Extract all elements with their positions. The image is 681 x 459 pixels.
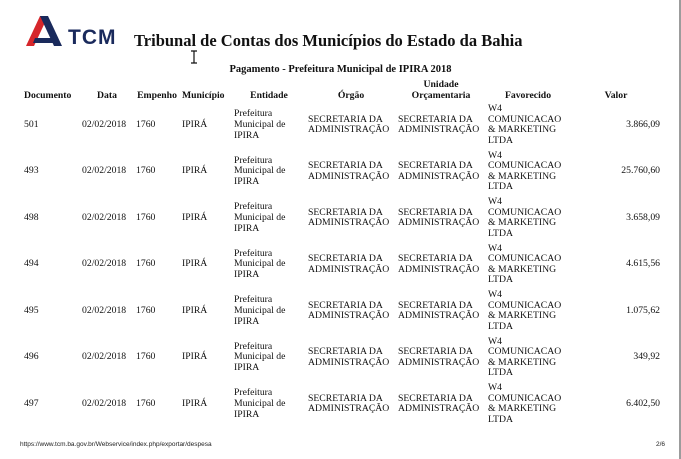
cell-orgao: SECRETARIA DA ADMINISTRAÇÃO: [308, 392, 390, 415]
cell-unidade: SECRETARIA DA ADMINISTRAÇÃO: [398, 299, 480, 322]
cell-empenho: 1760: [136, 304, 156, 316]
logo-text: TCM: [68, 26, 117, 49]
cell-data: 02/02/2018: [82, 118, 127, 130]
cell-valor: 3.658,09: [626, 211, 660, 223]
payments-table: [22, 76, 662, 428]
cell-documento: 498: [24, 211, 39, 223]
table-row: [22, 149, 662, 196]
cell-data: 02/02/2018: [82, 351, 127, 363]
cell-documento: 493: [24, 165, 39, 177]
cell-orgao: SECRETARIA DA ADMINISTRAÇÃO: [308, 346, 390, 368]
cell-valor: 4.615,56: [626, 258, 660, 270]
col-entidade: Entidade: [250, 90, 288, 101]
cell-empenho: 1760: [136, 211, 156, 223]
col-data: Data: [97, 90, 117, 101]
table-row: [22, 288, 662, 335]
cell-unidade: SECRETARIA DA ADMINISTRAÇÃO: [398, 253, 480, 275]
cell-orgao: SECRETARIA DA ADMINISTRAÇÃO: [308, 299, 390, 322]
cell-entidade: Prefeitura Municipal de IPIRA: [234, 387, 286, 420]
cell-data: 02/02/2018: [82, 397, 127, 409]
cell-orgao: SECRETARIA DA ADMINISTRAÇÃO: [308, 206, 390, 229]
cell-unidade: SECRETARIA DA ADMINISTRAÇÃO: [398, 160, 480, 182]
document-header: [26, 14, 666, 54]
cell-empenho: 1760: [136, 165, 156, 177]
cell-documento: 496: [24, 351, 39, 363]
cell-data: 02/02/2018: [82, 165, 127, 177]
cell-valor: 1.075,62: [626, 304, 660, 316]
cell-unidade: SECRETARIA DA ADMINISTRAÇÃO: [398, 392, 480, 415]
cell-valor: 25.760,60: [621, 165, 660, 177]
tcm-logo-icon: [26, 14, 68, 48]
table-row: [22, 242, 662, 289]
cell-municipio: IPIRÁ: [182, 304, 208, 316]
col-empenho: Empenho: [137, 90, 177, 101]
col-documento: Documento: [24, 90, 72, 101]
cell-empenho: 1760: [136, 118, 156, 130]
table-row: [22, 102, 662, 149]
col-favorecido: Favorecido: [504, 90, 552, 101]
cell-orgao: SECRETARIA DA ADMINISTRAÇÃO: [308, 160, 390, 182]
cell-municipio: IPIRÁ: [182, 211, 208, 223]
cell-valor: 6.402,50: [626, 397, 660, 409]
col-municipio: Município: [182, 90, 225, 101]
cell-empenho: 1760: [136, 351, 156, 363]
cell-orgao: SECRETARIA DA ADMINISTRAÇÃO: [308, 253, 390, 275]
table-header-row: [22, 76, 662, 102]
cell-municipio: IPIRÁ: [182, 118, 208, 130]
cell-municipio: IPIRÁ: [182, 258, 208, 270]
cell-data: 02/02/2018: [82, 258, 127, 270]
cell-valor: 3.866,09: [626, 118, 660, 130]
cell-data: 02/02/2018: [82, 304, 127, 316]
cell-favorecido: W4 COMUNICACAO & MARKETING LTDA: [488, 289, 562, 332]
cell-entidade: Prefeitura Municipal de IPIRA: [234, 201, 286, 234]
table-row: [22, 381, 662, 428]
table-row: [22, 195, 662, 242]
cell-favorecido: W4 COMUNICACAO & MARKETING LTDA: [488, 196, 562, 239]
page-number: 2/6: [655, 441, 665, 448]
cell-entidade: Prefeitura Municipal de IPIRA: [234, 294, 286, 327]
footer-url: https://www.tcm.ba.gov.br/Webservice/index.php/exportar/despesa: [20, 441, 212, 448]
cell-empenho: 1760: [136, 397, 156, 409]
cell-orgao: SECRETARIA DA ADMINISTRAÇÃO: [308, 113, 390, 136]
col-valor: Valor: [604, 90, 628, 101]
col-orgao: Órgão: [337, 90, 365, 101]
cell-favorecido: W4 COMUNICACAO & MARKETING LTDA: [488, 382, 562, 425]
cell-entidade: Prefeitura Municipal de IPIRA: [234, 340, 286, 374]
tcm-logo: [26, 14, 126, 50]
cell-data: 02/02/2018: [82, 211, 127, 223]
table-row: [22, 335, 662, 382]
org-title: Tribunal de Contas dos Municípios do Estado da Bahia: [134, 31, 523, 50]
cell-empenho: 1760: [136, 258, 156, 270]
cell-documento: 494: [24, 258, 39, 270]
cell-documento: 497: [24, 397, 39, 409]
cell-favorecido: W4 COMUNICACAO & MARKETING LTDA: [488, 335, 562, 379]
cell-entidade: Prefeitura Municipal de IPIRA: [234, 247, 286, 281]
cell-municipio: IPIRÁ: [182, 397, 208, 409]
cell-documento: 495: [24, 304, 39, 316]
cell-favorecido: W4 COMUNICACAO & MARKETING LTDA: [488, 103, 562, 146]
text-cursor-icon: [190, 50, 198, 64]
col-unidade: Unidade Orçamentaria: [411, 79, 471, 101]
cell-unidade: SECRETARIA DA ADMINISTRAÇÃO: [398, 346, 480, 368]
cell-entidade: Prefeitura Municipal de IPIRA: [234, 108, 286, 141]
cell-municipio: IPIRÁ: [182, 351, 208, 363]
cell-unidade: SECRETARIA DA ADMINISTRAÇÃO: [398, 206, 480, 229]
cell-favorecido: W4 COMUNICACAO & MARKETING LTDA: [488, 242, 562, 286]
cell-unidade: SECRETARIA DA ADMINISTRAÇÃO: [398, 113, 480, 136]
cell-valor: 349,92: [633, 351, 660, 363]
cell-favorecido: W4 COMUNICACAO & MARKETING LTDA: [488, 149, 562, 193]
cell-municipio: IPIRÁ: [182, 165, 208, 177]
cell-documento: 501: [24, 118, 39, 130]
report-title: Pagamento - Prefeitura Municipal de IPIRA 2018: [229, 64, 452, 75]
cell-entidade: Prefeitura Municipal de IPIRA: [234, 154, 286, 188]
